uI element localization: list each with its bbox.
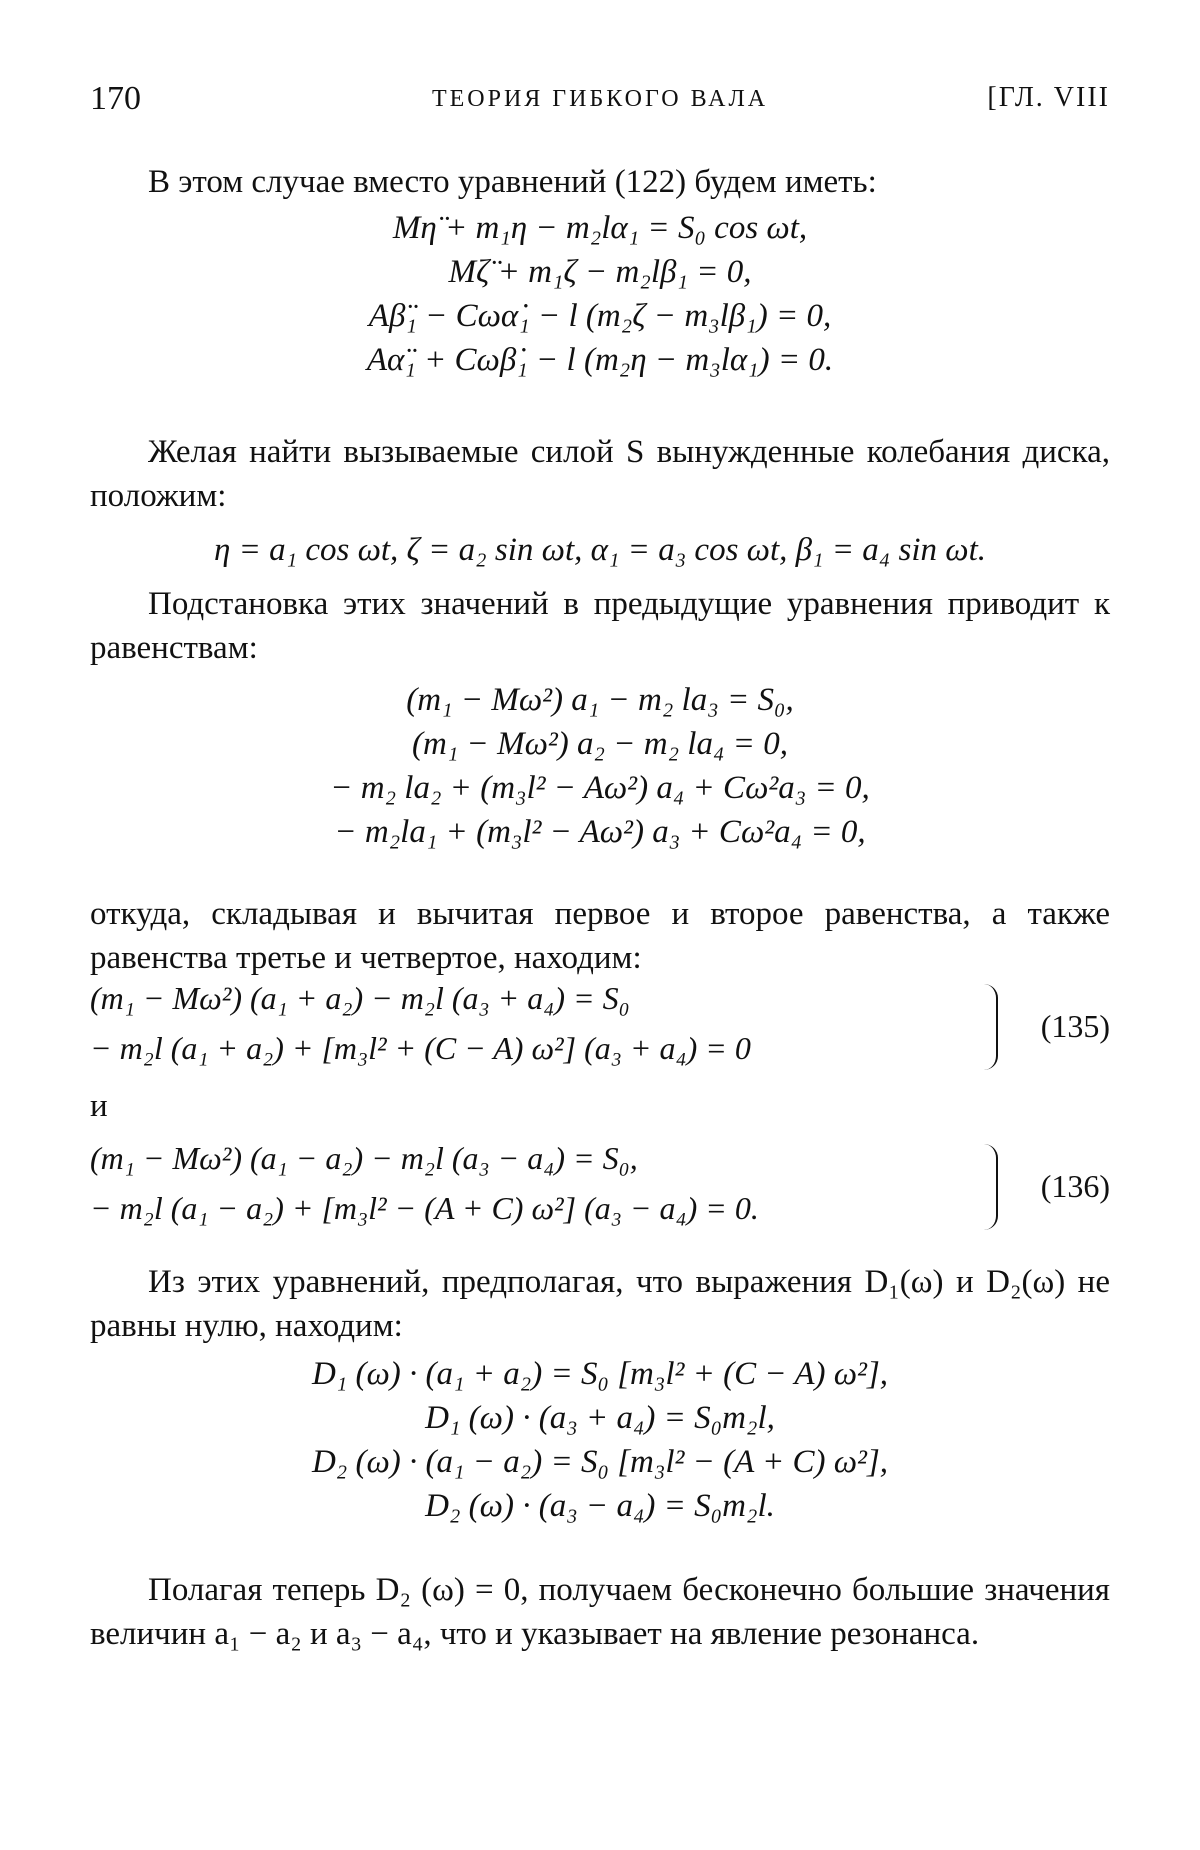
page-number: 170 bbox=[90, 80, 141, 117]
system-line: (m₁ − Mω²) (a₁ − a₂) − m₂l (a₃ − a₄) = S₀, bbox=[90, 1140, 638, 1176]
system-line: − m₂l (a₁ − a₂) + [m₃l² − (A + C) ω²] (a₃ − a₄) = 0. bbox=[90, 1190, 759, 1226]
equation-line: D₂ (ω) · (a₁ − a₂) = S₀ [m₃l² − (A + C) ω²], bbox=[311, 1444, 889, 1480]
chapter-label: [ГЛ. VIII bbox=[987, 82, 1110, 113]
equation-substitution: η = a₁ cos ωt, ζ = a₂ sin ωt, α₁ = a₃ cos ωt, β₁ = a₄ sin ωt. bbox=[213, 532, 987, 568]
equations-D bbox=[90, 1352, 1110, 1528]
paragraph-combine: откуда, складывая и вычитая первое и второе равенства, а также равенства третье и четвертое, находим: bbox=[90, 896, 1110, 976]
equations-equalities bbox=[90, 678, 1110, 854]
equation-system-135 bbox=[90, 980, 1110, 1080]
equation-number: (136) bbox=[1040, 1168, 1110, 1204]
equation-line: Mζ̈ + m₁ζ − m₂lβ₁ = 0, bbox=[448, 254, 752, 290]
running-title: ТЕОРИЯ ГИБКОГО ВАЛА bbox=[431, 86, 769, 112]
conjunction: и bbox=[90, 1088, 108, 1124]
equation-line: Aα̈₁ + Cωβ̇₁ − l (m₂η − m₃lα₁) = 0. bbox=[366, 342, 834, 378]
equations-motion bbox=[90, 206, 1110, 382]
paragraph-resonance: Полагая теперь D₂ (ω) = 0, получаем бесконечно большие значения величин a₁ − a₂ и a₃ − a₄, что и указывает на явление резонанса. bbox=[90, 1572, 1110, 1652]
equation-line: − m₂la₁ + (m₃l² − Aω²) a₃ + Cω²a₄ = 0, bbox=[334, 814, 866, 850]
equation-line: − m₂ la₂ + (m₃l² − Aω²) a₄ + Cω²a₃ = 0, bbox=[330, 770, 870, 806]
right-brace bbox=[982, 1144, 998, 1230]
equation-line: (m₁ − Mω²) a₂ − m₂ la₄ = 0, bbox=[412, 726, 788, 762]
right-brace bbox=[982, 984, 998, 1070]
paragraph-intro: В этом случае вместо уравнений (122) будем иметь: bbox=[148, 164, 877, 200]
paragraph-forced: Желая найти вызываемые силой S вынужденные колебания диска, положим: bbox=[90, 434, 1110, 514]
system-line: − m₂l (a₁ + a₂) + [m₃l² + (C − A) ω²] (a₃ + a₄) = 0 bbox=[90, 1030, 751, 1066]
equation-line: Mη̈ + m₁η − m₂lα₁ = S₀ cos ωt, bbox=[392, 210, 808, 246]
equation-system-136 bbox=[90, 1140, 1110, 1240]
equation-line: D₂ (ω) · (a₃ − a₄) = S₀m₂l. bbox=[425, 1488, 775, 1524]
paragraph-substitution: Подстановка этих значений в предыдущие уравнения приводит к равенствам: bbox=[90, 586, 1110, 666]
equation-number: (135) bbox=[1040, 1008, 1110, 1044]
equation-line: (m₁ − Mω²) a₁ − m₂ la₃ = S₀, bbox=[406, 682, 794, 718]
equation-line: D₁ (ω) · (a₁ + a₂) = S₀ [m₃l² + (C − A) ω²], bbox=[311, 1356, 889, 1392]
running-header bbox=[90, 80, 1110, 120]
paragraph-assumption: Из этих уравнений, предполагая, что выражения D₁(ω) и D₂(ω) не равны нулю, находим: bbox=[90, 1264, 1110, 1344]
equation-substitution-block bbox=[90, 528, 1110, 572]
equation-line: D₁ (ω) · (a₃ + a₄) = S₀m₂l, bbox=[425, 1400, 775, 1436]
system-line: (m₁ − Mω²) (a₁ + a₂) − m₂l (a₃ + a₄) = S₀ bbox=[90, 980, 630, 1016]
equation-line: Aβ̈₁ − Cωα̇₁ − l (m₂ζ − m₃lβ₁) = 0, bbox=[368, 298, 832, 334]
